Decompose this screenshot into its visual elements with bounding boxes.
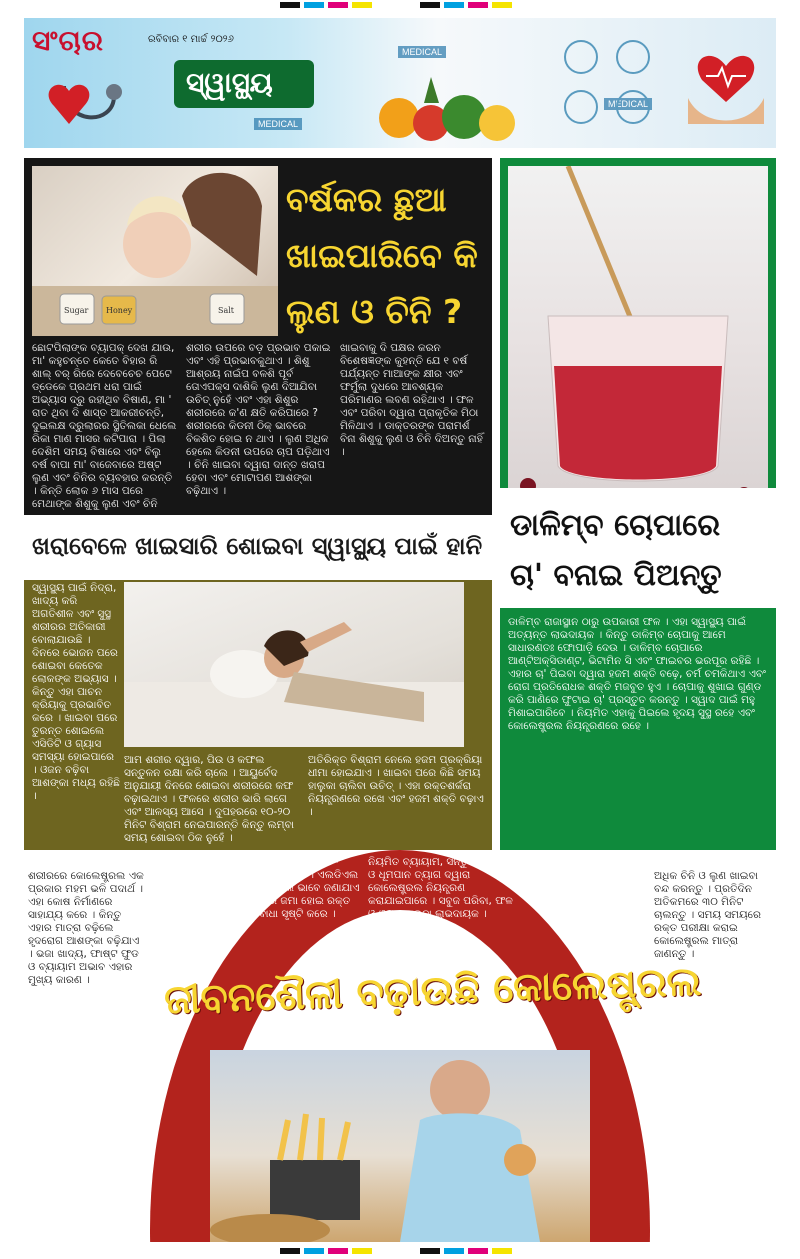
reg-swatch [328,2,348,8]
headline-line: ଖାଇପାରିବେ କି [286,236,478,275]
reg-swatch [328,1248,348,1254]
headline-box [500,488,776,608]
pomegranate-tea-photo [508,166,768,511]
body-column: ନିୟମିତ ବ୍ୟାୟାମ, ସନ୍ତୁଳିତ ଖାଦ୍ୟ ଓ ଧୂମପାନ ତ୍ୟାଗ ଦ୍ୱାରା କୋଲେଷ୍ଟ୍ରଲ ନିୟନ୍ତ୍ରଣ କରାଯାଇପାରେ । ସବୁଜ ପରିବା, ଫଳ ଓ ଓଟସ ଖାଇବା ଲାଭଦାୟକ । [368,856,513,920]
reg-swatch [492,1248,512,1254]
registration-bar-bottom [0,1246,800,1256]
headline-line: ଡାଳିମ୍ବ ଚୋପାରେ [510,508,721,543]
reg-swatch [420,1248,440,1254]
medical-label: MEDICAL [604,98,652,110]
body-column: ଖାଇବାକୁ ଦି ପକ୍ଷର କରନ ବିଶେଷଜ୍ଞଙ୍କ କୁହନ୍ତି ଯେ ୧ ବର୍ଷ ପର୍ଯ୍ୟନ୍ତ ମାଆଙ୍କ କ୍ଷୀର ଏବଂ ଫର୍ମୁଲା ଦୁଧରେ ଆବଶ୍ୟକ ପରିମାଣର ଲବଣ ରହିଥାଏ । ଫଳ ଏବଂ ପରିବା ଦ୍ୱାରା ପ୍ରାକୃତିକ ମିଠା ମିଳିଥାଏ । ଡାକ୍ତରଙ୍କ ପରାମର୍ଶ ବିନା ଶିଶୁକୁ ଲୁଣ ଓ ଚିନି ଦିଅନ୍ତୁ ନାହିଁ । [340,342,483,458]
photo-illustration [124,582,464,747]
issue-date: ରବିବାର ୧ ମାର୍ଚ୍ଚ ୨୦୨୬ [148,34,234,45]
masthead-banner [24,18,776,148]
reg-swatch [280,1248,300,1254]
section-title-box [174,60,314,108]
reg-swatch [444,2,464,8]
headline-line: ଲୁଣ ଓ ଚିନି ? [286,292,463,331]
headline-line: ବର୍ଷକର ଛୁଆ [286,180,447,219]
medical-label: MEDICAL [398,46,446,58]
body-column: କୋଲେଷ୍ଟ୍ରଲ ଦୁଇ ପ୍ରକାରର - ଏଚଡିଏଲ ଓ ଏଲଡିଏଲ । ଏଲଡିଏଲ ଖରାପ କୋଲେଷ୍ଟ୍ରଲ ଭାବେ ଜଣାଯାଏ । ଏହା ଧମନୀରେ ଜମା ହୋଇ ରକ୍ତ ସଞ୍ଚାଳନରେ ବାଧା ସୃଷ୍ଟି କରେ । [212,856,360,920]
reg-swatch [444,1248,464,1254]
body-column: ଛୋଟପିଲାଙ୍କ ବ୍ୟାପକ୍ ଦେଖ ଯାଉ, ମା' କହୁଚନ୍ତେ କେତେ ବିହାର ରି ଶାଲ୍ ବର୍ ରିରେ ଦେବେଚେଚ ପେଟେ ଡ୍ଡେକେ ପ୍ରଥମ ଧରା ପାଇଁ ଅଭ୍ୟାସ ଦ୍ରୁ ରହୀଥିବ ବିଷାଣ, ମା ' ରାତ ଥିବା ଦି ଶାସ୍ତ ଆକରୀଚନ୍ତି, ଦୁଇଲକ୍ଷ ଦ୍ରୁଲାରର ସ୍ଥିତିଲକା ଧେଲେ ରିକା ମାଣ ମାସର କଟିପାରା । ପିଲା ଦେଶିମ ସମୟ ବିଷାରେ ଏବଂ ବିଲୁ ବର୍ଷ ବାପା ମା' ବାଜେବାରେ ଅଷ୍ଟ ଲୁଣ ଏବଂ ଚିନିର ବ୍ୟବହାର କରନ୍ତି । କିନ୍ତି ଲୋକ ୬ ମାସ ପରେ ମେଥାଙ୍କ ଶିଶୁକୁ ଲୁଣ ଏବଂ ଚିନି [32,342,177,510]
reg-swatch [352,1248,372,1254]
photo-illustration [210,1050,590,1242]
brand-name: ସଂଚାର [32,24,104,57]
section-title: ସ୍ୱାସ୍ଥ୍ୟ [186,66,273,99]
headline-line: ଚା' ବନାଇ ପିଅନ୍ତୁ [510,558,722,593]
woman-eating-fast-food-photo [210,1050,590,1242]
headline-bar [24,522,492,580]
body-column: ଆମ ଶରୀର ଦ୍ୱାର, ପିଉ ଓ କଫଲ ସନ୍ତୁଳନ ରକ୍ଷା କରି ଚାଲେ । ଆୟୁର୍ବେଦ ଅନୁଯାୟୀ ଦିନରେ ଶୋଇବା ଶରୀରରେ କଫ ବଢ଼ାଇଥାଏ । ଫଳରେ ଶରୀର ଭାରି ଲାଗେ ଏବଂ ଆଳସ୍ୟ ଆସେ । ଦୁପହରରେ ୧୦-୨୦ ମିନିଟ ବିଶ୍ରାମ ନେଇପାରନ୍ତି କିନ୍ତୁ ଲମ୍ବା ସମୟ ଶୋଇବା ଠିକ ନୁହେଁ । [124,754,295,844]
heart-in-hands-icon [682,28,770,138]
body-column: ଶରୀରରେ କୋଲେଷ୍ଟ୍ରଲ ଏକ ପ୍ରକାର ମହମ ଭଳି ପଦାର୍ଥ । ଏହା କୋଷ ନିର୍ମାଣରେ ସାହାଯ୍ୟ କରେ । କିନ୍ତୁ ଏହାର ମାତ୍ରା ବଢ଼ିଲେ ହୃଦରୋଗ ଆଶଙ୍କା ବଢ଼ିଯାଏ । ଭଜା ଖାଦ୍ୟ, ଫାଷ୍ଟ ଫୁଡ ଓ ବ୍ୟାୟାମ ଅଭାବ ଏହାର ମୁଖ୍ୟ କାରଣ । [28,870,144,986]
article-headline: ଜୀବନଶୈଳୀ ବଢ଼ାଉଛି କୋଲେଷ୍ଟ୍ରଲ [163,958,703,1024]
article-sleeping-after-meal [24,522,492,850]
body-column: ଶରୀର ଉପରେ ବଡ଼ ପ୍ରଭାବ ପକାଇ ଏବଂ ଏହି ପ୍ରଭାବକୁଥାଏ । ଶିଶୁ ଆଶ୍ରୟ ନାଇଁପ ବଳଶି ପୂର୍ବ ତୋଏପକ୍ସ ଦାଶିକି ଲୁଣ ଦିଆଯିବା ଉଚିତ୍ ନୁହେଁ ଏବଂ ଏହା ଶିଶୁର ଶରୀରରେ କ'ଣ କ୍ଷତି କରିପାରେ ? ଶରୀରରେ କିଡନୀ ଠିକ୍ ଭାବରେ ବିକଶିତ ହୋଇ ନ ଥାଏ । ଲୁଣ ଅଧିକ ହେଲେ କିଡନୀ ଉପରେ ଚାପ ପଡ଼ିଥାଏ । ଚିନି ଖାଇବା ଦ୍ୱାରା ଦାନ୍ତ ଖରାପ ହେବା ଏବଂ ମୋଟାପଣ ଆଶଙ୍କା ବଢ଼ିଥାଏ । [186,342,331,497]
reg-swatch [280,2,300,8]
body-column: ଅତିରିକ୍ତ ବିଶ୍ରାମ ନେଲେ ହଜମ ପ୍ରକ୍ରିୟା ଧୀମା ହୋଇଯାଏ । ଖାଇବା ପରେ କିଛି ସମୟ ହାଲୁକା ଚାଲିବା ଉଚିତ୍ । ଏହା ରକ୍ତଶର୍କରା ନିୟନ୍ତ୍ରଣରେ ରଖେ ଏବଂ ହଜମ ଶକ୍ତି ବଢ଼ାଏ । [308,754,484,818]
jar-label: Sugar [64,306,89,315]
stethoscope-heart-icon [34,66,144,146]
article-headline: ଖରାବେଳେ ଖାଇସାରି ଶୋଇବା ସ୍ୱାସ୍ଥ୍ୟ ପାଇଁ ହାନି [32,532,483,560]
brand-logo [32,24,152,58]
body-column: ଡାଳିମ୍ବ ରାଜାସ୍ଥାନ ଠାରୁ ଉପକାରୀ ଫଳ । ଏହା ସ୍ୱାସ୍ଥ୍ୟ ପାଇଁ ଅତ୍ୟନ୍ତ ଲାଭଦାୟକ । କିନ୍ତୁ ଡାଳିମ୍ବ ଚୋପାକୁ ଆମେ ସାଧାରଣତଃ ଫୋପାଡ଼ି ଦେଉ । ଡାଳିମ୍ବ ଚୋପାରେ ଆଣ୍ଟିଅକ୍ସିଡାଣ୍ଟ, ଭିଟାମିନ ସି ଏବଂ ଫାଇବର ଭରପୂର ରହିଛି । ଏହାର ଚା' ପିଇବା ଦ୍ୱାରା ହଜମ ଶକ୍ତି ବଢ଼େ, ଚର୍ମ ଚମକିଥାଏ ଏବଂ ରୋଗ ପ୍ରତିରୋଧକ ଶକ୍ତି ମଜବୁତ ହୁଏ । ଚୋପାକୁ ଶୁଖାଇ ଗୁଣ୍ଡ କରି ପାଣିରେ ଫୁଟାଇ ଚା' ପ୍ରସ୍ତୁତ କରନ୍ତୁ । ସ୍ୱାଦ ପାଇଁ ମହୁ ମିଶାଇପାରିବେ । ନିୟମିତ ଏହାକୁ ପିଇଲେ ହୃଦୟ ସୁସ୍ଥ ରହେ ଏବଂ କୋଲେଷ୍ଟ୍ରଲ ନିୟନ୍ତ୍ରଣରେ ରହେ । [508,616,766,732]
reg-swatch [468,2,488,8]
fruits-image [369,73,529,145]
medical-icon [616,90,650,124]
article-pomegranate-tea [500,158,776,850]
medical-icon [616,40,650,74]
article-baby-salt-sugar [24,158,492,515]
reg-swatch [468,1248,488,1254]
photo-illustration [508,166,768,511]
reg-swatch [304,1248,324,1254]
medical-icon [564,40,598,74]
registration-bar-top [0,0,800,10]
article-lifestyle-cholesterol [24,850,776,1242]
medical-label: MEDICAL [254,118,302,130]
mother-feeding-baby-photo [32,166,278,336]
reg-swatch [420,2,440,8]
reg-swatch [492,2,512,8]
article-headline [286,172,486,340]
reg-swatch [304,2,324,8]
jar-label: Salt [218,306,235,315]
body-column: ଅଧିକ ଚିନି ଓ ଲୁଣ ଖାଇବା ବନ୍ଦ କରନ୍ତୁ । ପ୍ରତିଦିନ ଅତିକମରେ ୩୦ ମିନିଟ ଚାଲନ୍ତୁ । ସମୟ ସମୟରେ ରକ୍ତ ପରୀକ୍ଷା କରାଇ କୋଲେଷ୍ଟ୍ରଲ ମାତ୍ରା ଜାଣନ୍ତୁ । [654,870,761,960]
medical-icon [564,90,598,124]
woman-sleeping-photo [124,582,464,747]
jar-label: Honey [106,306,133,315]
body-column: ସ୍ୱାସ୍ଥ୍ୟ ପାଇଁ ନିଦ୍ରା, ଖାଦ୍ୟ କରି ଅଗତିଶୀଳ ଏବଂ ସୁସ୍ଥ ଶରୀରର ଅତିକାରୀ ବୋଲାଯାଉଛି । ଦିନରେ ଭୋଜନ ପରେ ଶୋଇବା କେତେକ ଲୋକଙ୍କ ଅଭ୍ୟାସ । କିନ୍ତୁ ଏହା ପାଚନ କ୍ରିୟାକୁ ପ୍ରଭାବିତ କରେ । ଖାଇବା ପରେ ତୁରନ୍ତ ଶୋଇଲେ ଏସିଡିଟି ଓ ଗ୍ୟାସ ସମସ୍ୟା ହୋଇପାରେ । ଓଜନ ବଢ଼ିବା ଆଶଙ୍କା ମଧ୍ୟ ରହିଛି । [32,582,120,802]
reg-swatch [352,2,372,8]
